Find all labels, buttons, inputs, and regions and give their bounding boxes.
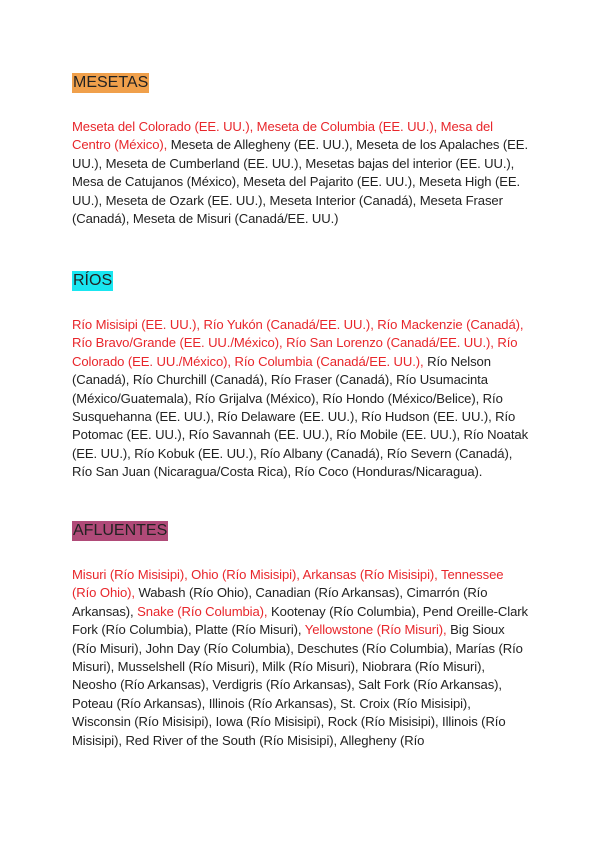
body-text: Kootenay (Río Columbia), Pend Oreille-Clark Fork (Río Columbia), Platte (Río Misuri), xyxy=(72,603,528,638)
body-text: Meseta de Allegheny (EE. UU.), Meseta de los Apalaches (EE. UU.), Meseta de Cumberland (EE. UU.), Mesetas bajas del interior (EE. UU.), Mesa de Catujanos (México), Meseta del Pajarito (EE. UU.), Meseta High (EE. UU.), Meseta de Ozark (EE. UU.), Meseta Interior (Canadá), Meseta Fraser (Canadá), Meseta de Misuri (Canadá/EE. UU.) xyxy=(72,137,528,227)
paragraph-rios xyxy=(72,316,530,482)
body-text: Big Sioux (Río Misuri), John Day (Río Columbia), Deschutes (Río Columbia), Marías (Río Misuri), Musselshell (Río Misuri), Milk (Río Misuri), Niobrara (Río Misuri), Neosho (Río Arkansas), Verdigris (Río Arkansas), Salt Fork (Río Arkansas), Poteau (Río Arkansas), Illinois (Río Arkansas), St. Croix (Río Misisipi), Wisconsin (Río Misisipi), Iowa (Río Misisipi), Rock (Río Misisipi), Illinois (Río Misisipi), Red River of the South (Río Misisipi), Allegheny (Río xyxy=(72,622,523,748)
highlighted-text: Yellowstone (Río Misuri), xyxy=(304,622,447,638)
heading-afluentes: AFLUENTES xyxy=(73,522,168,539)
highlighted-text: Misuri (Río Misisipi), Ohio (Río Misisipi), Arkansas (Río Misisipi), Tennessee (Río Ohio), xyxy=(72,567,504,601)
body-text: Wabash (Río Ohio), Canadian (Río Arkansas), Cimarrón (Río Arkansas), xyxy=(72,585,488,619)
heading-mesetas: MESETAS xyxy=(73,74,149,91)
paragraph-mesetas xyxy=(72,118,530,228)
section-mesetas xyxy=(72,73,530,228)
heading-rios: RÍOS xyxy=(73,272,113,289)
body-text: Río Nelson (Canadá), Río Churchill (Canadá), Río Fraser (Canadá), Río Usumacinta (México/Guatemala), Río Grijalva (México), Río Hondo (México/Belice), Río Susquehanna (EE. UU.), Río Delaware (EE. UU.), Río Hudson (EE. UU.), Río Potomac (EE. UU.), Río Savannah (EE. UU.), Río Mobile (EE. UU.), Río Noatak (EE. UU.), Río Kobuk (EE. UU.), Río Albany (Canadá), Río Severn (Canadá), Río San Juan (Nicaragua/Costa Rica), Río Coco (Honduras/Nicaragua). xyxy=(72,353,529,480)
section-rios xyxy=(72,271,530,482)
section-afluentes xyxy=(72,521,530,750)
highlighted-text: Meseta del Colorado (EE. UU.), Meseta de Columbia (EE. UU.), Mesa del Centro (México), xyxy=(72,119,493,153)
highlighted-text: Snake (Río Columbia), xyxy=(137,603,268,619)
paragraph-afluentes xyxy=(72,566,530,750)
highlighted-text: Río Misisipi (EE. UU.), Río Yukón (Canadá/EE. UU.), Río Mackenzie (Canadá), Río Bravo/Grande (EE. UU./México), Río San Lorenzo (Canadá/EE. UU.), Río Colorado (EE. UU./México), Río Columbia (Canadá/EE. UU.), xyxy=(72,317,524,369)
